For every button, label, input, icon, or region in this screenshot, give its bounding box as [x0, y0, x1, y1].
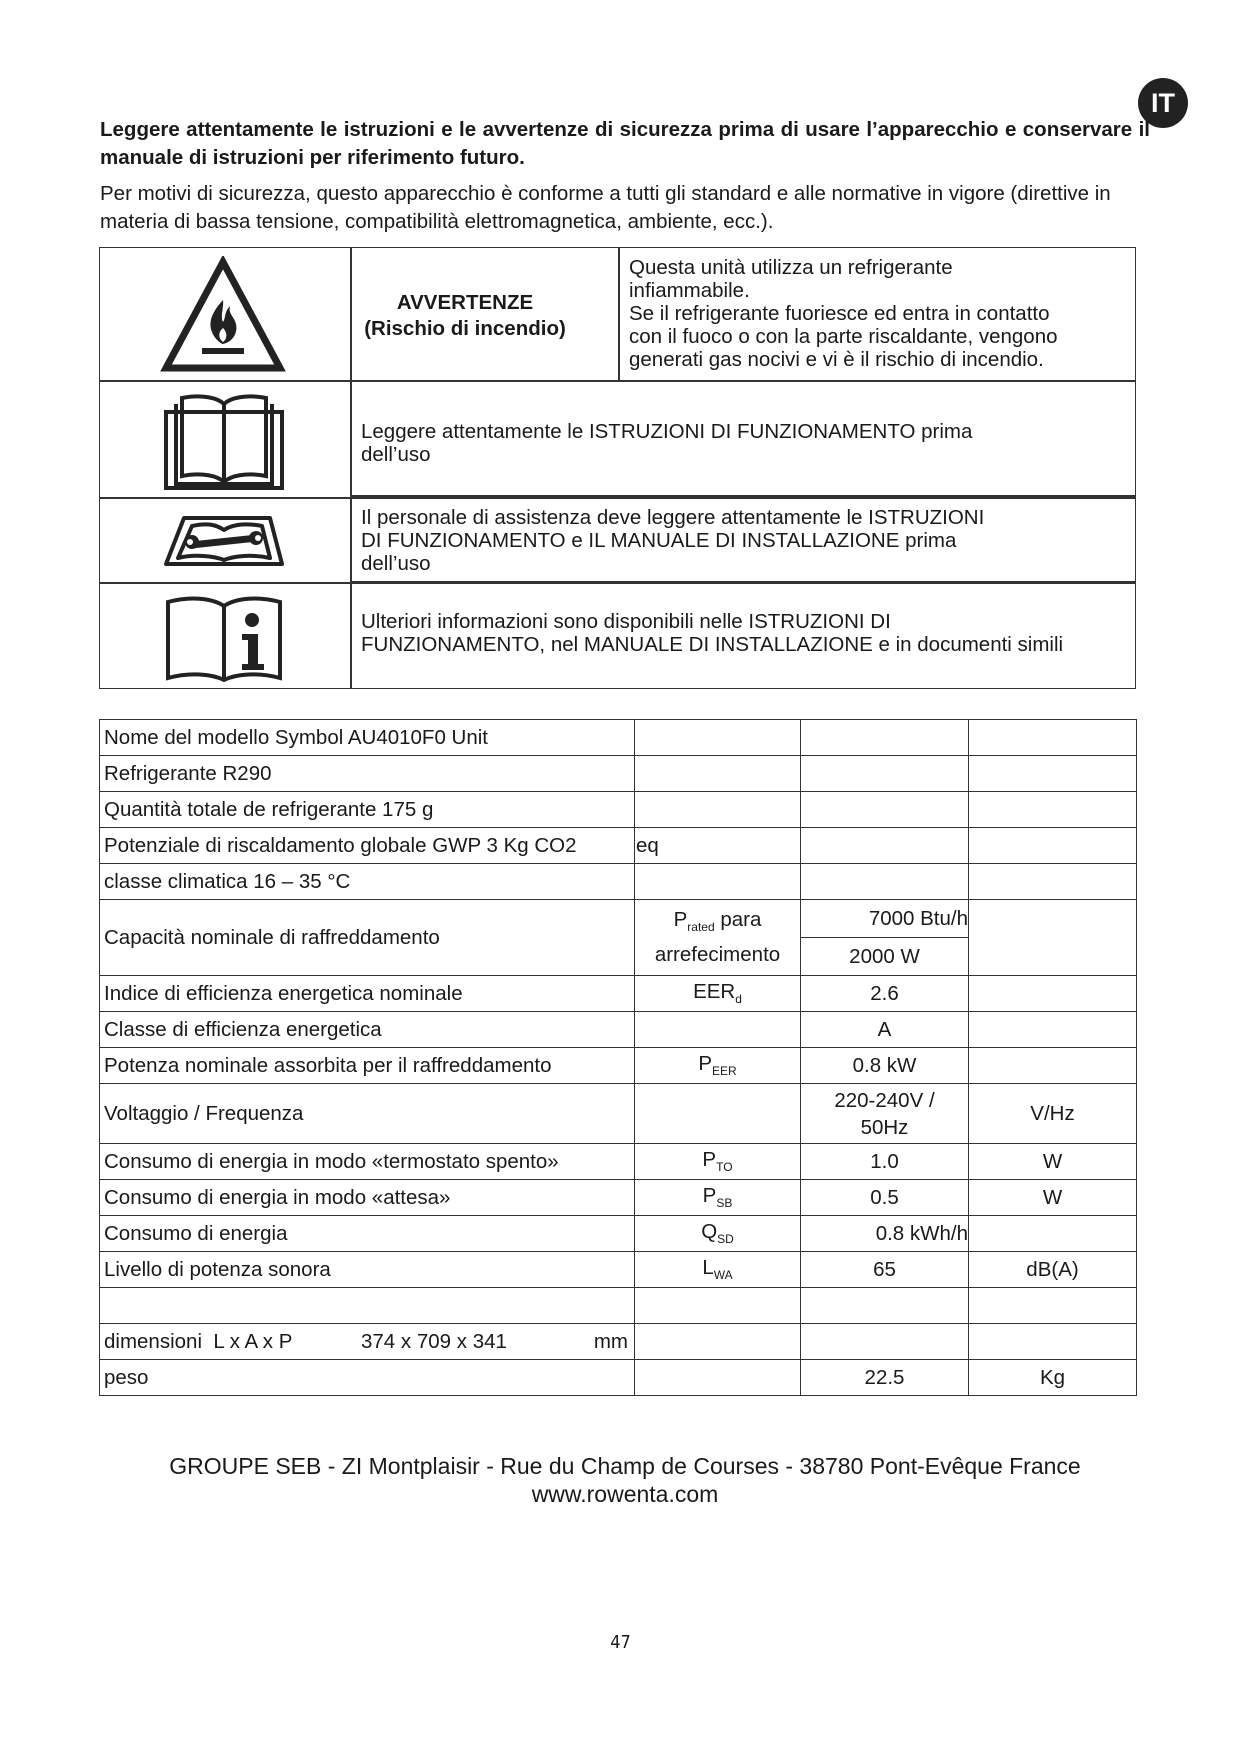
- eer-label-cell: Indice di efficienza energetica nominale: [100, 976, 635, 1012]
- psb-value-cell: 0.5: [801, 1180, 969, 1216]
- psb-sub: SB: [716, 1196, 733, 1211]
- fire-text-line: con il fuoco o con la parte riscaldante, vengono: [629, 325, 1058, 348]
- lwa-sub: WA: [713, 1268, 733, 1283]
- table-row: [100, 976, 1137, 1012]
- manual-text: [361, 420, 1121, 466]
- dimensions-value: 374 x 709 x 341: [361, 1329, 507, 1353]
- qsd-symbol-cell: [635, 1216, 801, 1252]
- manual-text-line: Leggere attentamente le ISTRUZIONI DI FUNZIONAMENTO prima: [361, 420, 973, 443]
- empty-cell: [100, 1288, 635, 1324]
- pto-unit-cell: W: [969, 1144, 1137, 1180]
- warning-title-line1: AVVERTENZE: [396, 291, 534, 314]
- empty-cell: [969, 900, 1137, 976]
- table-row: [100, 1324, 1137, 1360]
- empty-cell: [801, 1324, 969, 1360]
- operating-manual-icon: [162, 390, 286, 492]
- empty-cell: [635, 1012, 801, 1048]
- climate-class-cell: classe climatica 16 – 35 °C: [100, 864, 635, 900]
- qsd-label-cell: Consumo di energia: [100, 1216, 635, 1252]
- table-row: [100, 1048, 1137, 1084]
- empty-cell: [801, 756, 969, 792]
- empty-cell: [969, 1216, 1137, 1252]
- fire-warning-text: [629, 256, 1129, 371]
- empty-cell: [801, 828, 969, 864]
- table-row: [100, 1360, 1137, 1396]
- lwa-label-cell: Livello di potenza sonora: [100, 1252, 635, 1288]
- refrigerant-qty-cell: Quantità totale de refrigerante 175 g: [100, 792, 635, 828]
- cooling-w-cell: 2000 W: [801, 938, 969, 976]
- prated-symbol: P: [673, 907, 688, 931]
- weight-unit-cell: Kg: [969, 1360, 1137, 1396]
- language-badge: IT: [1138, 78, 1188, 128]
- peer-symbol: P: [698, 1052, 712, 1076]
- empty-cell: [635, 864, 801, 900]
- empty-cell: [969, 864, 1137, 900]
- dimensions-unit: mm: [593, 1329, 628, 1353]
- eer-value-cell: 2.6: [801, 976, 969, 1012]
- empty-cell: [635, 756, 801, 792]
- info-manual-icon: [162, 592, 286, 682]
- manual-text-line: dell’uso: [361, 443, 431, 466]
- weight-value-cell: 22.5: [801, 1360, 969, 1396]
- table-row: [100, 1084, 1137, 1144]
- warning-table: [99, 247, 1136, 689]
- cooling-capacity-cell: Capacità nominale di raffreddamento: [100, 900, 635, 976]
- service-text-line: Il personale di assistenza deve leggere attentamente le ISTRUZIONI: [361, 506, 985, 529]
- voltage-line1: 220-240V /: [834, 1088, 935, 1112]
- voltage-label-cell: Voltaggio / Frequenza: [100, 1084, 635, 1144]
- dimensions-label: dimensioni L x A x P: [104, 1329, 293, 1353]
- prated-line2: arrefecimento: [654, 943, 781, 967]
- table-row: [100, 1012, 1137, 1048]
- service-text: [361, 506, 1121, 575]
- lwa-value-cell: 65: [801, 1252, 969, 1288]
- refrigerant-cell: Refrigerante R290: [100, 756, 635, 792]
- gwp-unit-cell: eq: [635, 828, 801, 864]
- class-value-cell: A: [801, 1012, 969, 1048]
- footer: [100, 1452, 1150, 1508]
- pto-value-cell: 1.0: [801, 1144, 969, 1180]
- class-label-cell: Classe di efficienza energetica: [100, 1012, 635, 1048]
- fire-text-line: Se il refrigerante fuoriesce ed entra in contatto: [629, 302, 1050, 325]
- cooling-btu-cell: 7000 Btu/h: [801, 900, 969, 938]
- lwa-symbol-cell: [635, 1252, 801, 1288]
- psb-unit-cell: W: [969, 1180, 1137, 1216]
- empty-cell: [635, 1288, 801, 1324]
- dimensions-cell: [100, 1324, 635, 1360]
- pto-symbol: P: [702, 1148, 717, 1172]
- empty-cell: [969, 756, 1137, 792]
- table-row: [100, 1252, 1137, 1288]
- page-number: 47: [610, 1632, 631, 1653]
- empty-cell: [801, 1288, 969, 1324]
- gwp-cell: Potenziale di riscaldamento globale GWP 3 Kg CO2: [100, 828, 635, 864]
- fire-text-line: generati gas nocivi e vi è il rischio di incendio.: [629, 348, 1044, 371]
- service-text-line: dell’uso: [361, 552, 431, 575]
- model-cell: Nome del modello Symbol AU4010F0 Unit: [100, 720, 635, 756]
- empty-cell: [969, 976, 1137, 1012]
- peer-sub: EER: [712, 1064, 737, 1079]
- footer-address: GROUPE SEB - ZI Montplaisir - Rue du Champ de Courses - 38780 Pont-Evêque France: [169, 1453, 1081, 1479]
- empty-cell: [801, 792, 969, 828]
- eer-symbol-cell: [635, 976, 801, 1012]
- flammable-warning-icon: [160, 256, 286, 374]
- voltage-unit-cell: V/Hz: [969, 1084, 1137, 1144]
- table-row: [100, 792, 1137, 828]
- empty-cell: [635, 792, 801, 828]
- empty-cell: [635, 1324, 801, 1360]
- lwa-unit-cell: dB(A): [969, 1252, 1137, 1288]
- empty-cell: [969, 1048, 1137, 1084]
- prated-sub: rated: [687, 920, 715, 935]
- info-text-line: Ulteriori informazioni sono disponibili nelle ISTRUZIONI DI: [361, 610, 891, 633]
- table-row: [100, 1288, 1137, 1324]
- pto-symbol-cell: [635, 1144, 801, 1180]
- fire-text-line: Questa unità utilizza un refrigerante: [629, 256, 953, 279]
- fire-text-line: infiammabile.: [629, 279, 750, 302]
- empty-cell: [969, 720, 1137, 756]
- psb-symbol-cell: [635, 1180, 801, 1216]
- prated-cell: [635, 900, 801, 976]
- warning-title: [350, 290, 580, 342]
- intro-bold-text: Leggere attentamente le istruzioni e le avvertenze di sicurezza prima di usare l’apparecchio e conservare il manuale di istruzioni per riferimento futuro.: [100, 118, 1150, 169]
- qsd-value-cell: 0.8 kWh/h: [801, 1216, 969, 1252]
- table-row: [100, 1144, 1137, 1180]
- service-manual-icon: [162, 508, 286, 574]
- info-text-line: FUNZIONAMENTO, nel MANUALE DI INSTALLAZIONE e in documenti simili: [361, 633, 1064, 656]
- lwa-symbol: L: [702, 1256, 714, 1280]
- table-row: [100, 828, 1137, 864]
- empty-cell: [969, 828, 1137, 864]
- voltage-line2: 50Hz: [860, 1115, 909, 1139]
- empty-cell: [969, 792, 1137, 828]
- power-label-cell: Potenza nominale assorbita per il raffreddamento: [100, 1048, 635, 1084]
- table-row: [100, 756, 1137, 792]
- table-row: [100, 900, 1137, 938]
- power-value-cell: 0.8 kW: [801, 1048, 969, 1084]
- empty-cell: [635, 1084, 801, 1144]
- qsd-sub: SD: [717, 1232, 734, 1247]
- empty-cell: [801, 864, 969, 900]
- empty-cell: [969, 1012, 1137, 1048]
- prated-word: para: [720, 907, 762, 931]
- pto-label-cell: Consumo di energia in modo «termostato spento»: [100, 1144, 635, 1180]
- footer-website[interactable]: www.rowenta.com: [531, 1481, 719, 1507]
- empty-cell: [801, 720, 969, 756]
- eer-sub: d: [735, 992, 742, 1007]
- table-row: [100, 1180, 1137, 1216]
- intro-normal-text: Per motivi di sicurezza, questo apparecchio è conforme a tutti gli standard e alle normative in vigore (direttive in materia di bassa tensione, compatibilità elettromagnetica, ambiente, ecc.).: [100, 182, 1111, 233]
- info-text: [361, 610, 1131, 656]
- warning-title-line2: (Rischio di incendio): [364, 317, 566, 340]
- empty-cell: [969, 1288, 1137, 1324]
- table-row: [100, 864, 1137, 900]
- psb-label-cell: Consumo di energia in modo «attesa»: [100, 1180, 635, 1216]
- table-row: [100, 1216, 1137, 1252]
- peer-symbol-cell: [635, 1048, 801, 1084]
- pto-sub: TO: [716, 1160, 733, 1175]
- weight-label-cell: peso: [100, 1360, 635, 1396]
- qsd-symbol: Q: [701, 1220, 718, 1244]
- voltage-value-cell: [801, 1084, 969, 1144]
- table-row: [100, 720, 1137, 756]
- empty-cell: [635, 1360, 801, 1396]
- eer-symbol: EER: [693, 980, 736, 1004]
- service-text-line: DI FUNZIONAMENTO e IL MANUALE DI INSTALLAZIONE prima: [361, 529, 957, 552]
- spec-table: [99, 719, 1137, 1396]
- psb-symbol: P: [702, 1184, 717, 1208]
- empty-cell: [969, 1324, 1137, 1360]
- empty-cell: [635, 720, 801, 756]
